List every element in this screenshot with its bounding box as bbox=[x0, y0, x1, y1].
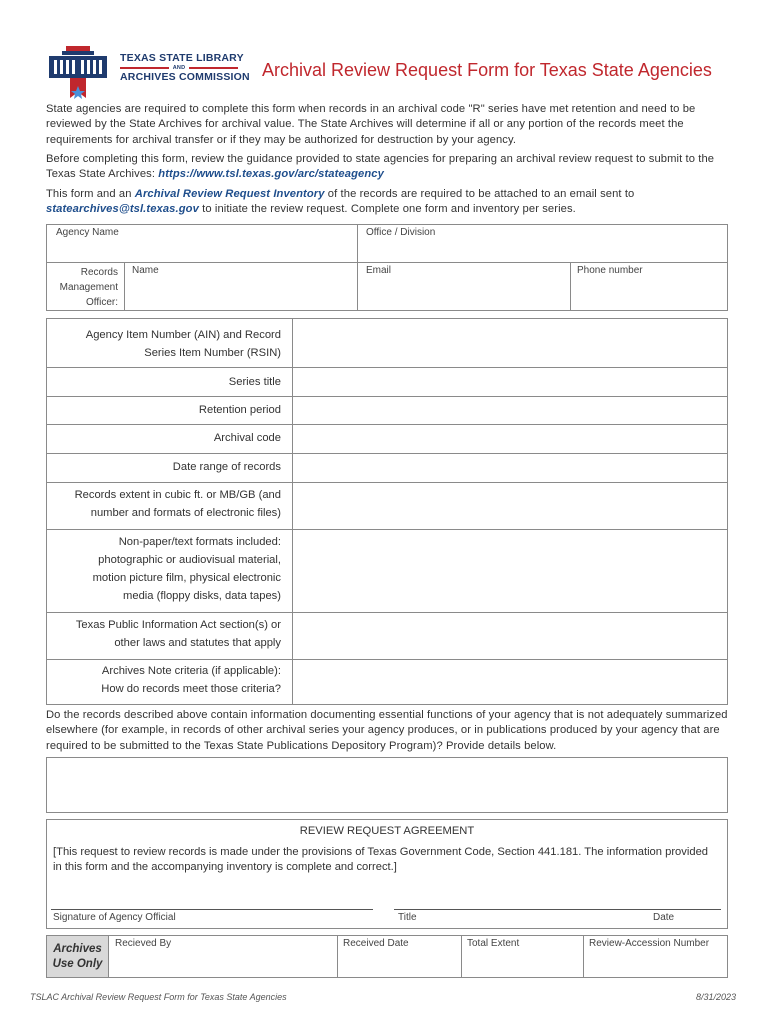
agreement-text: [This request to review records is made under the provisions of Texas Government Code, Section 441.181. The information provided in this form and the accompanying inventory is complete and correct.] bbox=[53, 846, 709, 874]
archives-note-label: Archives Note criteria (if applicable): How do records meet those criteria? bbox=[101, 665, 281, 695]
date-range-label: Date range of records bbox=[172, 461, 281, 473]
archival-code-label: Archival code bbox=[213, 432, 281, 444]
intro-p3-a: This form and an bbox=[46, 188, 135, 200]
date-range-input[interactable] bbox=[293, 454, 727, 482]
title-date-line[interactable] bbox=[394, 909, 721, 910]
non-paper-formats-label: Non-paper/text formats included: photographic or audiovisual material, motion picture film, physical electronic media (floppy disks, data tapes) bbox=[92, 536, 281, 602]
rmo-name-field[interactable]: Name bbox=[132, 265, 159, 276]
agreement-heading: REVIEW REQUEST AGREEMENT bbox=[299, 825, 475, 837]
intro-paragraph-3 bbox=[46, 187, 734, 218]
series-title-input[interactable] bbox=[293, 368, 727, 396]
intro-p2-text: Before completing this form, review the guidance provided to state agencies for preparing an archival review request to submit to the Texas State Archives: bbox=[46, 153, 715, 181]
essential-functions-input[interactable] bbox=[46, 757, 728, 813]
email-link[interactable]: statearchives@tsl.texas.gov bbox=[46, 203, 199, 216]
rmo-phone-field[interactable]: Phone number bbox=[577, 265, 643, 276]
intro-paragraph-2 bbox=[46, 152, 734, 183]
archives-use-label-cell bbox=[47, 936, 108, 977]
agency-name-field[interactable]: Agency Name bbox=[56, 227, 119, 238]
received-by-field[interactable]: Recieved By bbox=[115, 938, 172, 949]
logo-text bbox=[120, 52, 250, 84]
review-agreement-box bbox=[46, 819, 728, 929]
logo-line2: ARCHIVES COMMISSION bbox=[120, 71, 250, 83]
title-label: Title bbox=[398, 912, 417, 923]
footer-date: 8/31/2023 bbox=[695, 992, 736, 1002]
records-extent-label: Records extent in cubic ft. or MB/GB (and number and formats of electronic files) bbox=[74, 489, 281, 519]
date-label: Date bbox=[653, 912, 675, 923]
ain-rsin-label: Agency Item Number (AIN) and Record Series Item Number (RSIN) bbox=[85, 329, 281, 359]
series-fields-table bbox=[46, 318, 728, 705]
intro-paragraph-1: State agencies are required to complete this form when records in an archival code "R" series have met retention and need to be reviewed by the State Archives for archival value. The State Archives will determine if all or any portion of the records meet the requirements for archival transfer or if they may be authorized for destruction by your agency. bbox=[46, 103, 696, 146]
ain-rsin-input[interactable] bbox=[293, 319, 727, 367]
agency-info-table bbox=[46, 224, 728, 311]
tpia-label: Texas Public Information Act section(s) or other laws and statutes that apply bbox=[75, 619, 281, 649]
archives-label-2: Use Only bbox=[52, 958, 103, 970]
retention-period-input[interactable] bbox=[293, 397, 727, 424]
page-title: Archival Review Request Form for Texas State Agencies bbox=[262, 60, 712, 80]
archives-use-only-table bbox=[46, 935, 728, 978]
signature-line[interactable] bbox=[51, 909, 373, 910]
series-title-label: Series title bbox=[228, 376, 281, 388]
inventory-link[interactable]: Archival Review Request Inventory bbox=[134, 188, 325, 200]
records-extent-input[interactable] bbox=[293, 483, 727, 529]
office-division-field[interactable]: Office / Division bbox=[366, 227, 436, 238]
archival-code-input[interactable] bbox=[293, 425, 727, 453]
rmo-label: Records Management Officer: bbox=[59, 267, 118, 308]
logo-and: AND bbox=[172, 65, 186, 71]
review-accession-field[interactable]: Review-Accession Number bbox=[589, 938, 710, 949]
retention-period-label: Retention period bbox=[198, 404, 281, 416]
signature-label: Signature of Agency Official bbox=[53, 912, 176, 923]
non-paper-formats-input[interactable] bbox=[293, 530, 727, 612]
archives-note-input[interactable] bbox=[293, 660, 727, 704]
tpia-input[interactable] bbox=[293, 613, 727, 659]
intro-p3-c: to initiate the review request. Complete one form and inventory per series. bbox=[198, 203, 576, 216]
received-date-field[interactable]: Received Date bbox=[343, 938, 409, 949]
stateagency-link[interactable]: https://www.tsl.texas.gov/arc/stateagency bbox=[158, 168, 384, 181]
rmo-email-field[interactable]: Email bbox=[366, 265, 392, 276]
archives-label-1: Archives bbox=[53, 943, 102, 955]
footer-form-name: TSLAC Archival Review Request Form for Texas State Agencies bbox=[30, 992, 287, 1002]
intro-p3-b: of the records are required to be attached to an email sent to bbox=[324, 188, 635, 200]
essential-functions-question: Do the records described above contain information documenting essential functions of your agency that is not adequately summarized elsewhere (for example, in records of other archival series your agency produces, or in publications produced by your agency that are required to be submitted to the Texas State Publications Depository Program)? Provide details below. bbox=[46, 709, 728, 752]
logo-line1: TEXAS STATE LIBRARY bbox=[120, 52, 244, 64]
total-extent-field[interactable]: Total Extent bbox=[467, 938, 520, 949]
